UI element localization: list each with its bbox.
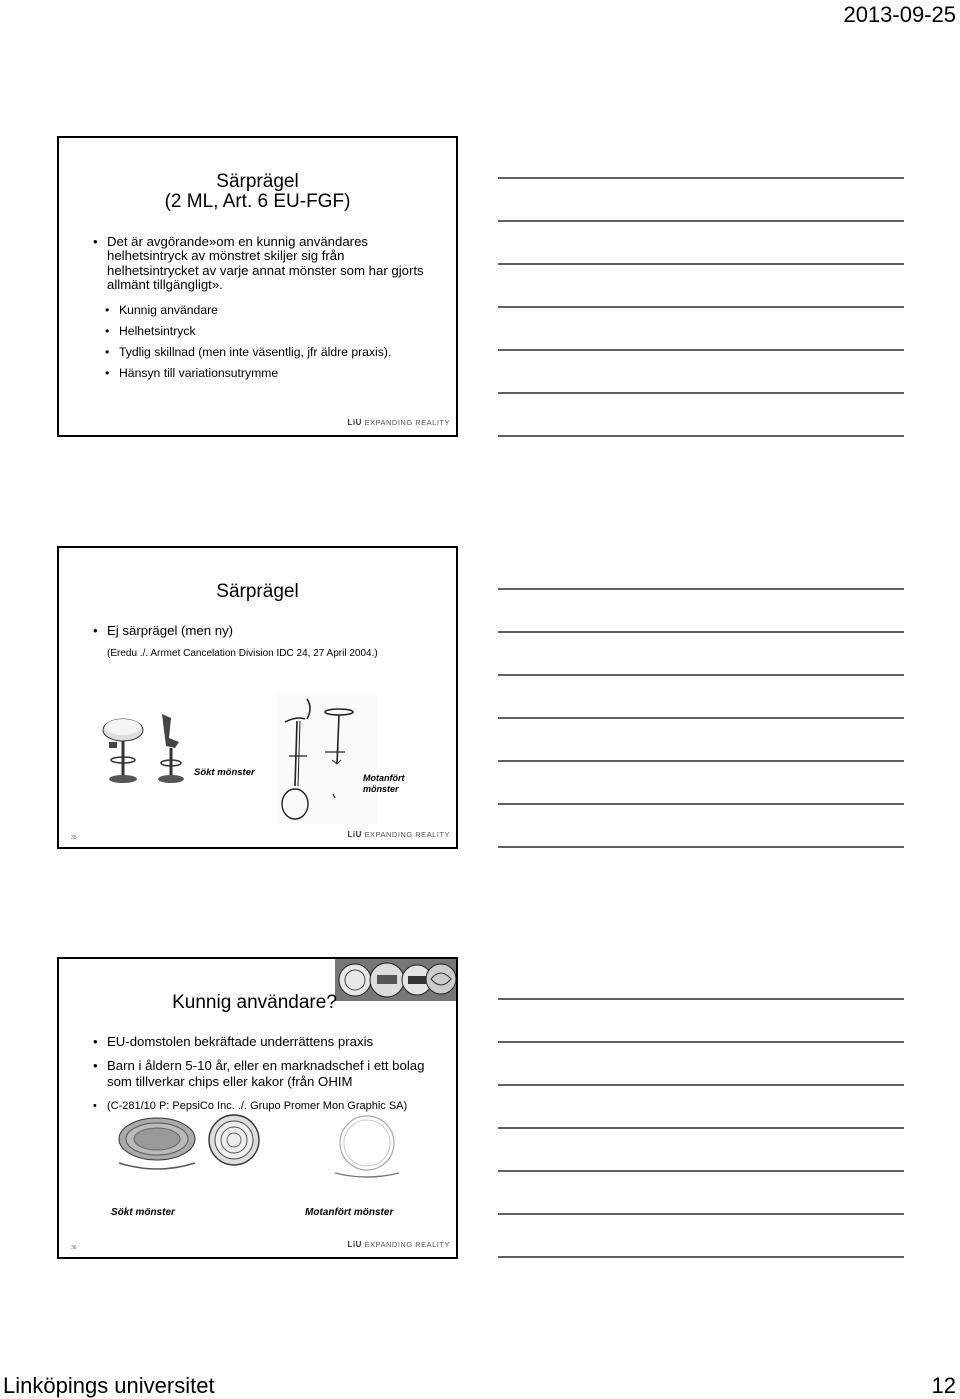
bullet-item: • (C-281/10 P: PepsiCo Inc. ./. Grupo Promer Mon Graphic SA) bbox=[93, 1099, 426, 1113]
slide-title-line1: Särprägel bbox=[216, 171, 299, 192]
slide-number: 35 bbox=[71, 835, 77, 841]
slide-title: Kunnig användare? bbox=[172, 992, 337, 1013]
bullet-main: • Det är avgörande»om en kunnig användares helhetsintryck av mönstret skiljer sig från helhetsintrycket av varje annat mönster som har gjorts allmänt tillgängligt». bbox=[93, 235, 436, 293]
bullet-item: • Barn i åldern 5-10 år, eller en marknadschef i ett bolag som tillverkar chips eller kakor (från OHIM bbox=[93, 1058, 426, 1090]
notes-lines-slide1 bbox=[498, 178, 904, 436]
liu-logo: LiU EXPANDING REALITY bbox=[347, 830, 450, 839]
slide-title-line2: (2 ML, Art. 6 EU-FGF) bbox=[164, 191, 351, 212]
bullet-item: • EU-domstolen bekräftade underrättens praxis bbox=[93, 1035, 426, 1049]
sub-bullet: • Helhetsintryck bbox=[105, 324, 436, 338]
footer-page-number: 12 bbox=[931, 1373, 956, 1398]
header-date: 2013-09-25 bbox=[843, 2, 956, 27]
notes-lines-slide3 bbox=[498, 999, 904, 1257]
notes-lines-slide2 bbox=[498, 589, 904, 847]
caption-motanfort-monster: Motanfört mönster bbox=[305, 1207, 394, 1218]
liu-logo: LiU EXPANDING REALITY bbox=[347, 1240, 450, 1249]
sub-bullet: • Tydlig skillnad (men inte väsentlig, jfr äldre praxis). bbox=[105, 345, 436, 359]
slide-title: Särprägel bbox=[216, 581, 299, 602]
footer-institution: Linköpings universitet bbox=[3, 1373, 215, 1398]
case-reference: (Eredu ./. Arrmet Cancelation Division IDC 24, 27 April 2004.) bbox=[107, 648, 378, 659]
bullet-item: • Ej särprägel (men ny) bbox=[93, 624, 436, 638]
caption-sokt-monster: Sökt mönster bbox=[111, 1207, 175, 1218]
sub-bullet: • Kunnig användare bbox=[105, 303, 436, 317]
sub-bullet: • Hänsyn till variationsutrymme bbox=[105, 366, 436, 380]
slide-number: 36 bbox=[71, 1245, 77, 1251]
caption-sokt-monster: Sökt mönster bbox=[194, 767, 255, 778]
liu-logo: LiU EXPANDING REALITY bbox=[347, 418, 450, 427]
caption-motanfort-monster: Motanfört mönster bbox=[363, 773, 405, 794]
